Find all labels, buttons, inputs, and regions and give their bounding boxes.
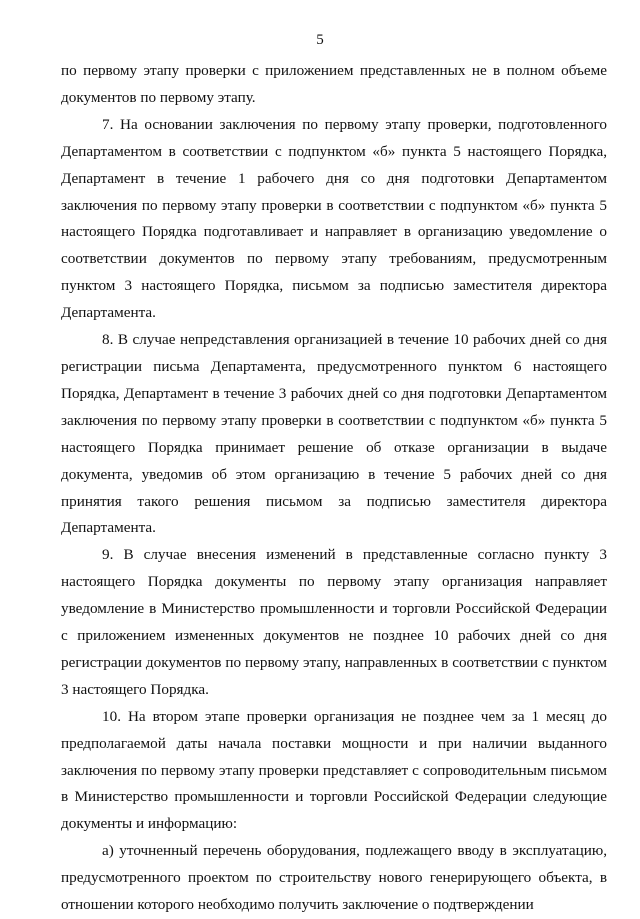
page-number: 5: [316, 32, 324, 48]
paragraph: 7. На основании заключения по первому этапу проверки, подготовленного Департаментом в соответствии с подпунктом «б» пункта 5 настоящего Порядка, Департамент в течение 1 рабочего дня со дня подготовки Департаментом заключения по первому этапу проверки в соответствии с подпунктом «б» пункта 5 настоящего Порядка подготавливает и направляет в организацию уведомление о соответствии документов по первому этапу требованиям, предусмотренным пунктом 3 настоящего Порядка, письмом за подписью заместителя директора Департамента.: [61, 115, 607, 322]
document-body: [61, 58, 607, 919]
paragraph: по первому этапу проверки с приложением представленных не в полном объеме документов по первому этапу.: [61, 62, 607, 106]
paragraph: 10. На втором этапе проверки организация не позднее чем за 1 месяц до предполагаемой даты начала поставки мощности и при наличии выданного заключения по первому этапу проверки представляет с сопроводительным письмом в Министерство промышленности и торговли Российской Федерации следующие документы и информацию:: [61, 707, 607, 833]
paragraph: 9. В случае внесения изменений в представленные согласно пункту 3 настоящего Порядка документы по первому этапу организация направляет уведомление в Министерство промышленности и торговли Российской Федерации с приложением измененных документов не позднее 10 рабочих дней со дня регистрации документов по первому этапу, направленных в соответствии с пунктом 3 настоящего Порядка.: [61, 546, 607, 698]
paragraph: а) уточненный перечень оборудования, подлежащего вводу в эксплуатацию, предусмотренного проектом по строительству нового генерирующего объекта, в отношении которого необходимо получить заключение о подтверждении: [61, 842, 607, 914]
paragraph: 8. В случае непредставления организацией в течение 10 рабочих дней со дня регистрации письма Департамента, предусмотренного пунктом 6 настоящего Порядка, Департамент в течение 3 рабочих дней со дня подготовки Департаментом заключения по первому этапу проверки в соответствии с подпунктом «б» пункта 5 настоящего Порядка принимает решение об отказе организации в выдаче документа, уведомив об этом организацию в течение 5 рабочих дней со дня принятия такого решения письмом за подписью заместителя директора Департамента.: [61, 331, 607, 537]
